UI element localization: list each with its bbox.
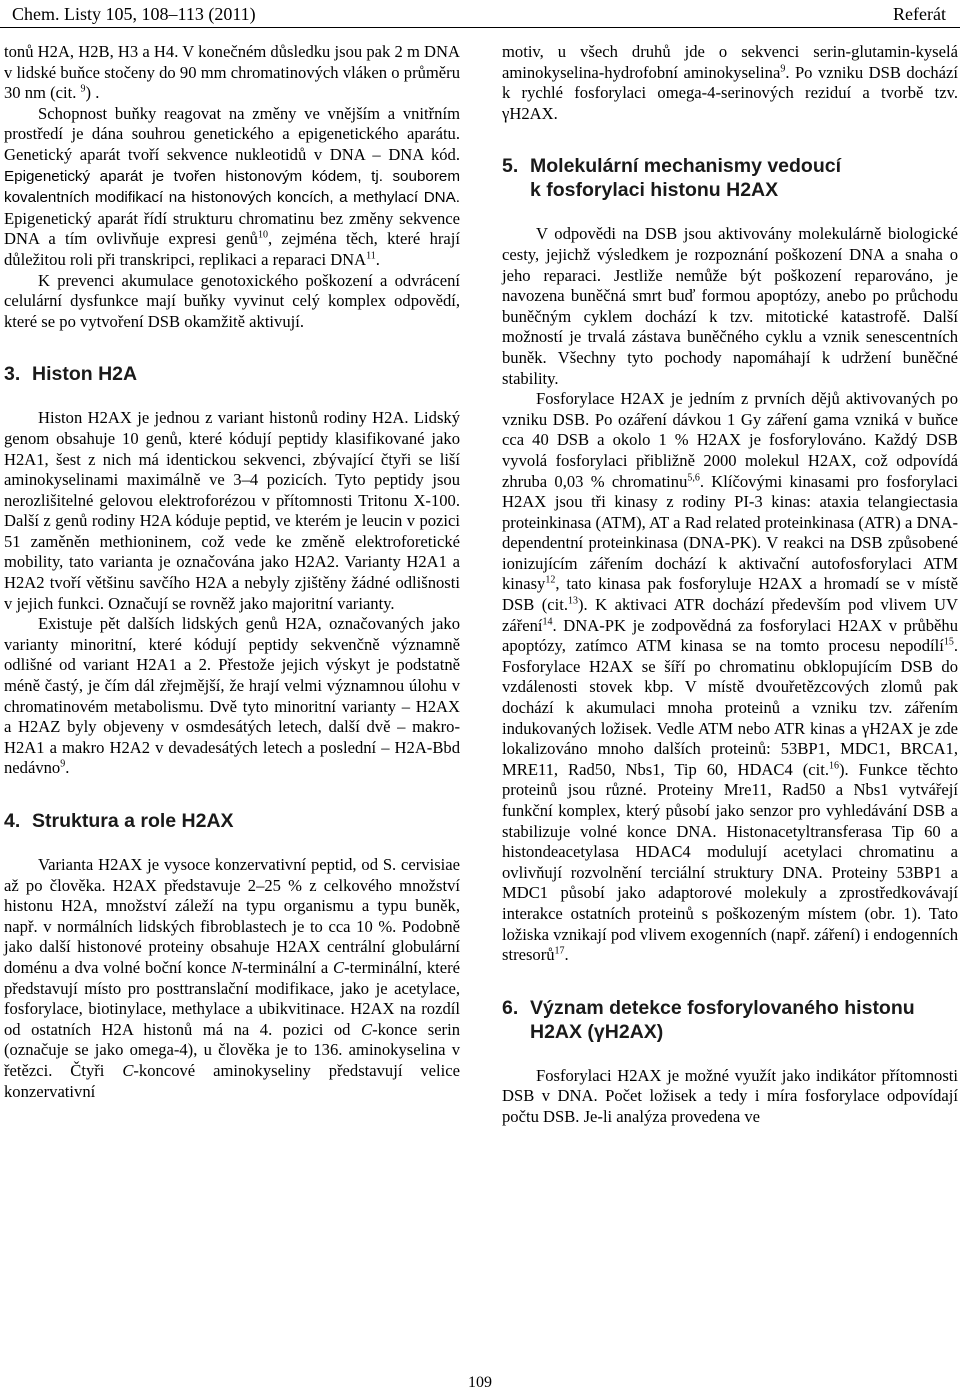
header-rule [0,27,960,28]
paragraph: Schopnost buňky reagovat na změny ve vnějším a vnitřním prostředí je dána souhrou genetického a epigenetického aparátu. Genetický aparát tvoří sekvence nukleotidů v DNA – DNA kód. Epigenetický aparát je tvořen histonovým kódem, tj. souborem kovalentních modifikací na histonových koncích, a methylací DNA. Epigenetický aparát řídí strukturu chromatinu bez změny sekvence DNA a tím ovlivňuje expresi genů$^{10}$, zejména těch, které hrají důležitou roli při transkripci, replikaci a reparaci DNA$^{11}$. [4,103,461,269]
paragraph: K prevenci akumulace genotoxického poškození a odvrácení celulární dysfunkce mají buňky vyvinut celý komplex odpovědí, které se po vytvoření DSB okamžitě aktivují. [4,270,460,331]
paragraph: Fosforylaci H2AX je možné využít jako indikátor přítomnosti DSB v DNA. Počet ložisek a tedy i míra fosforylace odpovídají počtu DSB. Je-li analýza provedena ve [502,1065,958,1126]
section-heading: 3. Histon H2A [4,363,138,386]
page-number: 109 [468,1374,492,1391]
right-column [502,42,958,1128]
paragraph: Fosforylace H2AX je jedním z prvních dějů aktivovaných po vzniku DSB. Po ozáření dávkou 1 Gy záření gama vzniká v buňce cca 40 DSB a okolo 1 % H2AX je fosforylováno. Každý DSB vyvolá fosforylaci přibližně 2000 molekul H2AX, což odpovídá zhruba 0,03 % chromatinu$^{5,6}$. Klíčovými kinasami pro fosforylaci H2AX jsou tři kinasy z rodiny PI-3 kinas: ataxia telangiectasia proteinkinasa (ATM), AT a Rad related proteinkinasa (ATR) a DNA-dependentní proteinkinasa (DNA-PK). V reakci na DSB způsobené ionizujícím zářením dochází k aktivační autofosforylaci ATM kinasy$^{12}$, tato kinasa pak fosforyluje H2AX a hromadí se v místě DSB (cit.$^{13}$). K aktivaci ATR dochází především pod vlivem UV záření$^{14}$. DNA-PK je zodpovědná za fosforylaci H2AX v průběhu apoptózy, zatímco ATM kinasa se na tomto procesu nepodílí$^{15}$. Fosforylace H2AX se šíří po chromatinu obklopujícím DSB do vzdálenosti stovek kbp. V místě dvouřetězcových zlomů pak dochází k akumulaci mnoha proteinů a vzniku tzv. zářením indukovaných ložisek. Vedle ATM nebo ATR kinas a γH2AX je zde lokalizováno mnoho dalších proteinů: 53BP1, MDC1, BRCA1, MRE11, Rad50, Nbs1, Tip 60, HDAC4 (cit.$^{16}$). Funkce těchto proteinů jsou různé. Proteiny Mre11, Rad50 a Nbs1 vytvářejí funkční komplex, který působí jako senzor pro vyhledávání DSB a stabilizuje volné konce DNA. Histonacetyltransferasa Tip 60 a histondeacetylasa HDAC4 modulují acetylaci chromatinu a ovlivňují rozvolnění terciální struktury DNA. Proteiny 53BP1 a MDC1 působí jako adaptorové molekuly a zprostředkovávají interakce ostatních proteinů s poškozeným místem (obr. 1). Tato ložiska vznikají pod vlivem exogenních (např. záření) i endogenních stresorů$^{17}$. [502,389,958,965]
paragraph: Varianta H2AX je vysoce konzervativní peptid, od S. cervisiae až po člověka. H2AX představuje 2–25 % z celkového množství histonu H2A, množství záleží na typu organismu a typu buněk, např. v normálních lidských fibroblastech je to cca 10 %. Podobně jako další histonové proteiny obsahuje H2AX centrální globulární doménu a dva volné boční konce N-terminální a C-terminální, které představují místo pro posttranslační modifikace, jako je acetylace, fosforylace, biotinylace, methylace a ubikvitinace. H2AX na rozdíl od ostatních H2A histonů má na 4. pozici od C-konce serin (označuje se jako omega-4), u člověka je to 136. aminokyselina v řetězci. Čtyři C-koncové aminokyseliny představují velice konzervativní [4,855,461,1101]
left-column [4,42,460,1102]
paragraph: Existuje pět dalších lidských genů H2A, označovaných jako varianty minoritní, které kódují peptidy sekvenčně významně odlišné od variant H2A1 a 2. Přestože jejich výskyt je podstatně méně častý, je čím dál zřejmější, že hrají velmi významnou úlohu v chromatinovém metabolismu. Dvě tyto minoritní varianty – H2AX a H2AZ byly objeveny v osmdesátých letech, další dvě – makro-H2A1 a makro H2A2 v devadesátých letech a poslední – H2A-Bbd nedávno$^9$. [4,614,460,778]
section-heading: 4. Struktura a role H2AX [4,810,234,832]
running-header [0,0,960,30]
journal-citation: Chem. Listy 105, 108–113 (2011) [12,4,256,24]
section-heading: 5. Molekulární mechanismy vedoucí k fosforylaci histonu H2AX [502,155,842,202]
paragraph: V odpovědi na DSB jsou aktivovány molekulárně biologické cesty, jejichž výsledkem je rozpoznání poškození DNA a snaha o jeho reparaci. Jestliže nemůže být poškození reparováno, je navozena buněčná smrt buď formou apoptózy, anebo po průchodu buněčným cyklem dochází k tzv. mitotické katastrofě. Další možností je trvalá zástava buněčného cyklu a vznik senescentních buněk. Všechny tyto pochody napomáhají k udržení buněčné stability. [502,224,958,388]
paragraph: motiv, u všech druhů jde o sekvenci serin-glutamin-kyselá aminokyselina-hydrofobní aminokyselina$^9$. Po vzniku DSB dochází k rychlé fosforylaci omega-4-serinových reziduí a tvorbě tzv. γH2AX. [502,42,958,123]
paragraph: tonů H2A, H2B, H3 a H4. V konečném důsledku jsou pak 2 m DNA v lidské buňce stočeny do 90 mm chromatinových vláken o průměru 30 nm (cit. $^9$) . [4,42,460,103]
section-label: Referát [893,4,946,24]
paragraph: Histon H2AX je jednou z variant histonů rodiny H2A. Lidský genom obsahuje 10 genů, které kódují peptidy klasifikované jako H2A1, šest z nich má identickou sekvenci, zbývající čtyři se liší aminokyselinami maximálně ve 3–4 pozicích. Tyto peptidy jsou nerozlišitelné gelovou elektroforézou v přítomnosti Tritonu X-100. Další z genů rodiny H2A kóduje peptid, ve kterém je leucin v pozici 51 zaměněn methioninem, což vede ke změně elektroforetické mobility, tato varianta je označována jako H2A2. Varianty H2A1 a H2A2 tvoří většinu savčího H2A a nebyly zjištěny žádné odlišnosti v jejich funkci. Označují se rovněž jako majoritní varianty. [4,408,460,613]
section-heading: 6. Význam detekce fosforylovaného histonu H2AX (γH2AX) [502,996,915,1043]
